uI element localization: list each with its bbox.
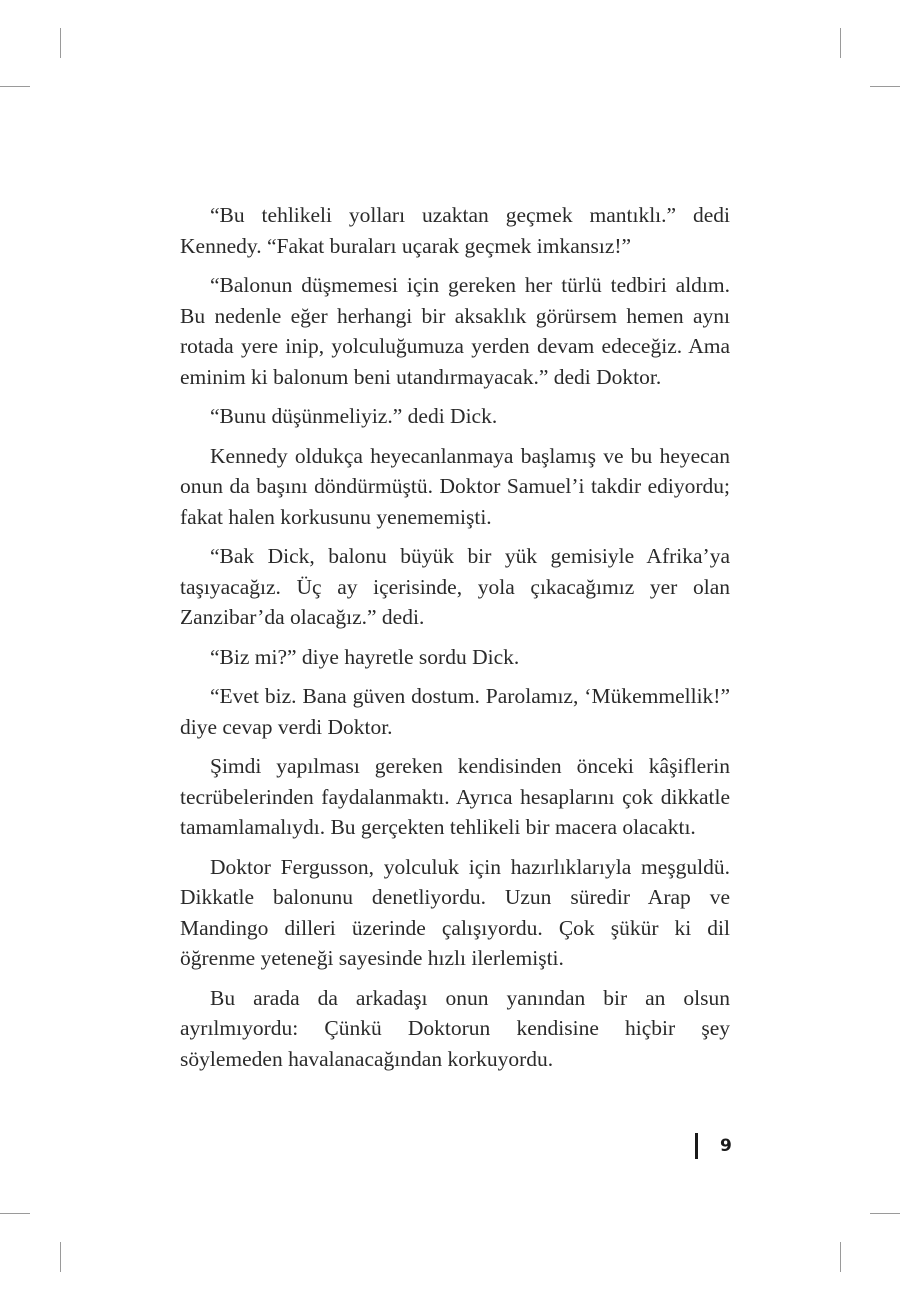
paragraph: “Balonun düşmemesi için gereken her türlü tedbiri aldım. Bu nedenle eğer herhangi bir aksaklık görürsem hemen aynı rotada yere inip, yolculuğumuza yerden devam edeceğiz. Ama eminim ki balonum beni utandırmayacak.” dedi Doktor. <box>180 273 730 389</box>
page-footer <box>695 1132 732 1160</box>
paragraph: Kennedy oldukça heyecanlanmaya başlamış ve bu heyecan onun da başını döndürmüştü. Doktor Samuel’i takdir ediyordu; fakat halen korkusunu yenememişti. <box>180 443 730 529</box>
page-number: 9 <box>720 1136 732 1156</box>
crop-mark-top-right-vertical <box>840 28 841 58</box>
book-page-body <box>180 200 730 1083</box>
crop-mark-bottom-left-vertical <box>60 1242 61 1272</box>
crop-mark-bottom-right-horizontal <box>870 1213 900 1214</box>
paragraph: “Bu tehlikeli yolları uzaktan geçmek mantıklı.” dedi Kennedy. “Fakat buraları uçarak geçmek imkansız!” <box>180 203 730 258</box>
paragraph: “Biz mi?” diye hayretle sordu Dick. <box>210 644 520 669</box>
paragraph: “Evet biz. Bana güven dostum. Parolamız, ‘Mükemmellik!” diye cevap verdi Doktor. <box>180 684 730 739</box>
crop-mark-top-right-horizontal <box>870 86 900 87</box>
paragraph: Bu arada da arkadaşı onun yanından bir an olsun ayrılmıyordu: Çünkü Doktorun kendisine hiçbir şey söylemeden havalanacağından korkuyordu. <box>180 985 730 1071</box>
crop-mark-top-left-vertical <box>60 28 61 58</box>
crop-mark-bottom-right-vertical <box>840 1242 841 1272</box>
crop-mark-bottom-left-horizontal <box>0 1213 30 1214</box>
paragraph: Doktor Fergusson, yolculuk için hazırlıklarıyla meşguldü. Dikkatle balonunu denetliyordu. Uzun süredir Arap ve Mandingo dilleri üzerinde çalışıyordu. Çok şükür ki dil öğrenme yeteneği sayesinde hızlı ilerlemişti. <box>180 854 730 970</box>
paragraph: “Bunu düşünmeliyiz.” dedi Dick. <box>210 404 498 428</box>
crop-mark-top-left-horizontal <box>0 86 30 87</box>
paragraph: “Bak Dick, balonu büyük bir yük gemisiyle Afrika’ya taşıyacağız. Üç ay içerisinde, yola çıkacağımız yer olan Zanzibar’da olacağız.” dedi. <box>180 544 730 629</box>
page-number-rule <box>695 1133 698 1159</box>
paragraph: Şimdi yapılması gereken kendisinden önceki kâşiflerin tecrübelerinden faydalanmaktı. Ayrıca hesaplarını çok dikkatle tamamlamalıydı. Bu gerçekten tehlikeli bir macera olacaktı. <box>180 754 730 839</box>
